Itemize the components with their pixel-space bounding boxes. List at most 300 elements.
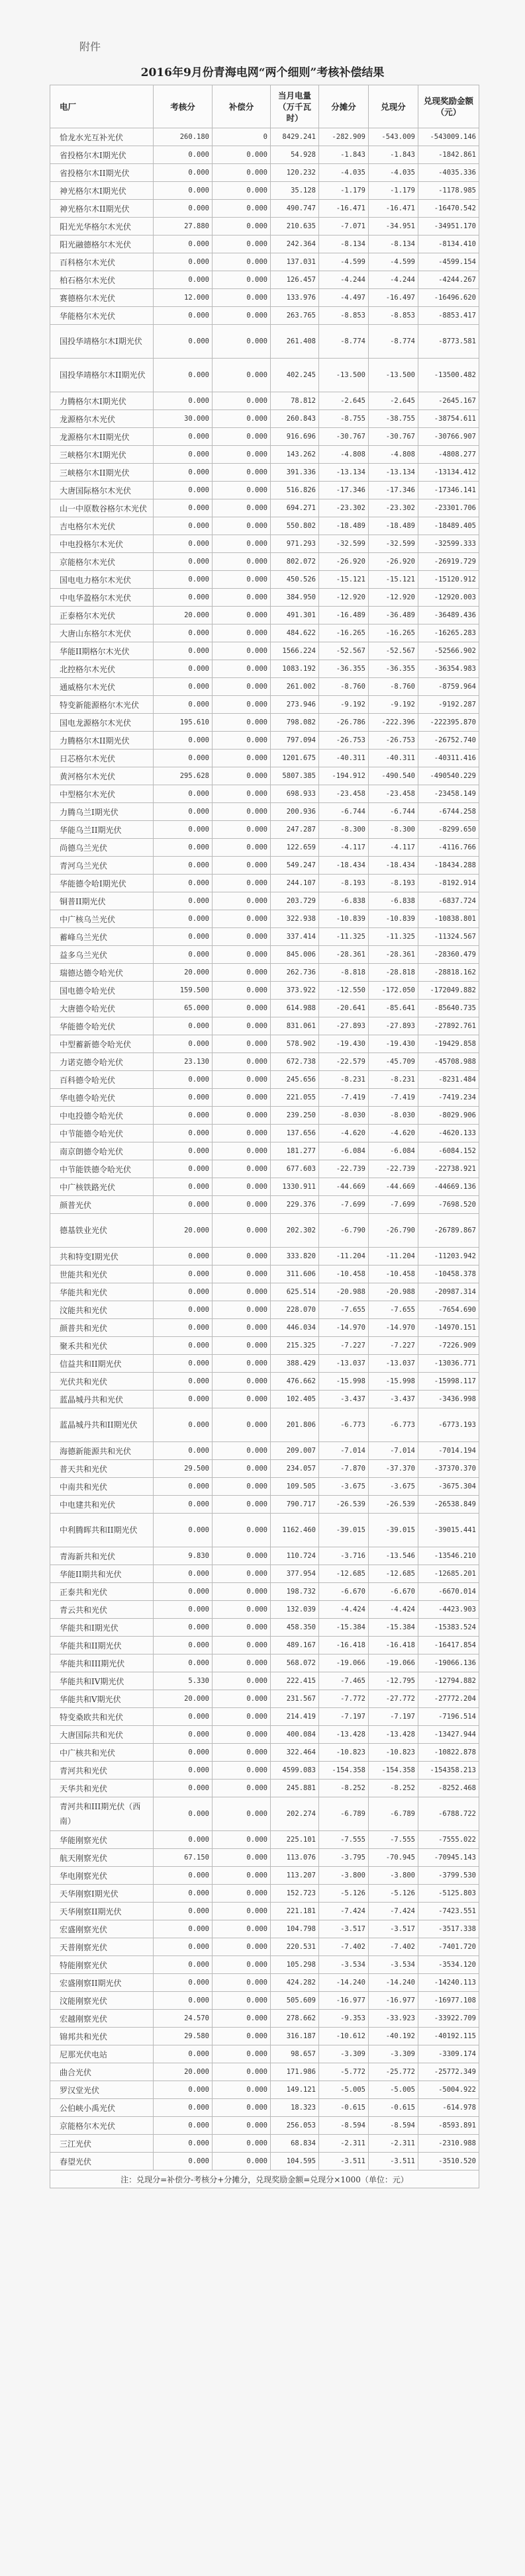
table-row [50, 2045, 479, 2063]
value-cell: 391.336 [271, 464, 319, 482]
value-cell: -23.302 [319, 499, 369, 517]
value-cell: 0.000 [154, 1885, 213, 1903]
value-cell: -22.739 [369, 1160, 418, 1178]
value-cell: 316.187 [271, 2028, 319, 2045]
value-cell: -7.655 [369, 1301, 418, 1319]
value-cell: 0.000 [154, 499, 213, 517]
value-cell: -4.808 [319, 446, 369, 464]
value-cell: 0.000 [213, 1337, 271, 1355]
value-cell: 0.000 [213, 1514, 271, 1547]
value-cell: -11.204 [369, 1248, 418, 1266]
value-cell: 0.000 [213, 1107, 271, 1125]
value-cell: 137.656 [271, 1125, 319, 1142]
plant-name-cell: 共和特变I期光伏 [50, 1248, 154, 1266]
value-cell: -14970.151 [418, 1319, 479, 1337]
value-cell: -7.699 [319, 1196, 369, 1214]
value-cell: 0.000 [154, 1373, 213, 1391]
value-cell: -8.300 [369, 821, 418, 839]
value-cell: 54.928 [271, 146, 319, 164]
value-cell: 35.128 [271, 182, 319, 200]
table-row [50, 553, 479, 571]
value-cell: -7401.720 [418, 1938, 479, 1956]
value-cell: 5.330 [154, 1672, 213, 1690]
value-cell: -36489.436 [418, 607, 479, 624]
plant-name-cell: 铜普II期光伏 [50, 892, 154, 910]
value-cell: 0.000 [213, 1583, 271, 1601]
plant-name-cell: 恰龙水光互补光伏 [50, 128, 154, 146]
column-header: 分摊分 [319, 85, 369, 128]
value-cell: 0.000 [154, 1762, 213, 1780]
value-cell: 798.082 [271, 714, 319, 732]
table-row [50, 146, 479, 164]
value-cell: -16.418 [369, 1637, 418, 1654]
value-cell: -3.437 [369, 1391, 418, 1408]
value-cell: 0.000 [154, 2117, 213, 2135]
value-cell: 0.000 [154, 428, 213, 446]
value-cell: -7.197 [319, 1708, 369, 1726]
value-cell: -13036.771 [418, 1355, 479, 1373]
table-row [50, 2135, 479, 2153]
value-cell: -3.511 [319, 2153, 369, 2170]
value-cell: -19.066 [319, 1654, 369, 1672]
table-row [50, 1992, 479, 2010]
value-cell: 20.000 [154, 2063, 213, 2081]
plant-name-cell: 国电德令哈光伏 [50, 982, 154, 1000]
value-cell: 0.000 [213, 271, 271, 289]
value-cell: 0.000 [213, 2010, 271, 2028]
value-cell: -10.458 [319, 1266, 369, 1283]
plant-name-cell: 华能共和V期光伏 [50, 1690, 154, 1708]
value-cell: 0.000 [213, 1565, 271, 1583]
plant-name-cell: 神光格尔木II期光伏 [50, 200, 154, 218]
value-cell: -18434.288 [418, 857, 479, 875]
table-row [50, 1319, 479, 1337]
value-cell: -11203.942 [418, 1248, 479, 1266]
value-cell: -6.744 [369, 803, 418, 821]
value-cell: 677.603 [271, 1160, 319, 1178]
table-row [50, 1178, 479, 1196]
value-cell: 0.000 [154, 946, 213, 964]
value-cell: 0.000 [213, 182, 271, 200]
value-cell: -2310.988 [418, 2135, 479, 2153]
value-cell: 424.282 [271, 1974, 319, 1992]
value-cell: 0.000 [213, 464, 271, 482]
value-cell: -4.620 [319, 1125, 369, 1142]
value-cell: 159.500 [154, 982, 213, 1000]
value-cell: 0.000 [213, 1071, 271, 1089]
value-cell: -32599.333 [418, 535, 479, 553]
value-cell: 239.250 [271, 1107, 319, 1125]
value-cell: 29.580 [154, 2028, 213, 2045]
value-cell: -1.179 [319, 182, 369, 200]
value-cell: -7.699 [369, 1196, 418, 1214]
value-cell: 0.000 [154, 1938, 213, 1956]
value-cell: 0.000 [154, 803, 213, 821]
value-cell: 0.000 [154, 1071, 213, 1089]
value-cell: 0.000 [213, 1460, 271, 1478]
value-cell: -26.920 [369, 553, 418, 571]
value-cell: -7.402 [319, 1938, 369, 1956]
value-cell: 0.000 [213, 1885, 271, 1903]
value-cell: 916.696 [271, 428, 319, 446]
value-cell: -7419.234 [418, 1089, 479, 1107]
value-cell: -10.823 [319, 1744, 369, 1762]
value-cell: 614.988 [271, 1000, 319, 1017]
value-cell: -27.893 [319, 1017, 369, 1035]
table-row [50, 1142, 479, 1160]
value-cell: -10838.801 [418, 910, 479, 928]
value-cell: -6.670 [319, 1583, 369, 1601]
value-cell: 247.287 [271, 821, 319, 839]
value-cell: 0.000 [213, 1956, 271, 1974]
plant-name-cell: 尼那光伏电站 [50, 2045, 154, 2063]
document-title: 2016年9月份青海电网“两个细则”考核补偿结果 [140, 66, 385, 79]
value-cell: -23.302 [369, 499, 418, 517]
value-cell: 0.000 [213, 307, 271, 325]
value-cell: 260.180 [154, 128, 213, 146]
value-cell: 0.000 [154, 1319, 213, 1337]
value-cell: -12.920 [319, 589, 369, 607]
value-cell: 0.000 [213, 1920, 271, 1938]
value-cell: -8593.891 [418, 2117, 479, 2135]
value-cell: -12794.882 [418, 1672, 479, 1690]
value-cell: -15120.912 [418, 571, 479, 589]
table-row [50, 839, 479, 857]
value-cell: -15998.117 [418, 1373, 479, 1391]
value-cell: -4620.133 [418, 1125, 479, 1142]
value-cell: -8.774 [319, 325, 369, 359]
table-body [50, 128, 479, 2170]
plant-name-cell: 华能德令哈光伏 [50, 1017, 154, 1035]
plant-name-cell: 颜普光伏 [50, 1196, 154, 1214]
value-cell: 0.000 [213, 982, 271, 1000]
value-cell: 68.834 [271, 2135, 319, 2153]
value-cell: -3517.338 [418, 1920, 479, 1938]
value-cell: 0.000 [154, 1017, 213, 1035]
plant-name-cell: 省投格尔木I期光伏 [50, 146, 154, 164]
value-cell: -15.998 [319, 1373, 369, 1391]
value-cell: 0.000 [213, 1619, 271, 1637]
value-cell: 0.000 [154, 146, 213, 164]
value-cell: 0.000 [213, 253, 271, 271]
value-cell: 446.034 [271, 1319, 319, 1337]
value-cell: -3.800 [319, 1867, 369, 1885]
value-cell: -13.500 [369, 359, 418, 392]
value-cell: -6773.193 [418, 1408, 479, 1442]
plant-name-cell: 北控格尔木光伏 [50, 660, 154, 678]
value-cell: 0.000 [213, 1089, 271, 1107]
value-cell: 110.724 [271, 1547, 319, 1565]
value-cell: 0.000 [213, 946, 271, 964]
value-cell: 0.000 [213, 1355, 271, 1373]
value-cell: -8.853 [319, 307, 369, 325]
value-cell: 0.000 [213, 1142, 271, 1160]
value-cell: 0 [213, 128, 271, 146]
plant-name-cell: 大唐山东格尔木光伏 [50, 624, 154, 642]
value-cell: 0.000 [154, 2135, 213, 2153]
value-cell: -26789.867 [418, 1214, 479, 1248]
table-row [50, 1974, 479, 1992]
plant-name-cell: 华电刚察光伏 [50, 1867, 154, 1885]
table-row [50, 325, 479, 359]
value-cell: -3.795 [319, 1849, 369, 1867]
value-cell: 0.000 [154, 1920, 213, 1938]
plant-name-cell: 省投格尔木II期光伏 [50, 164, 154, 182]
value-cell: 18.323 [271, 2099, 319, 2117]
value-cell: -3.716 [319, 1547, 369, 1565]
value-cell: 0.000 [213, 553, 271, 571]
value-cell: 0.000 [154, 482, 213, 499]
value-cell: 221.181 [271, 1903, 319, 1920]
table-row [50, 1373, 479, 1391]
value-cell: -7014.194 [418, 1442, 479, 1460]
table-row [50, 1283, 479, 1301]
table-row [50, 2117, 479, 2135]
value-cell: -15383.524 [418, 1619, 479, 1637]
value-cell: 0.000 [154, 1478, 213, 1496]
value-cell: -6.744 [319, 803, 369, 821]
plant-name-cell: 中利腾晖共和II期光伏 [50, 1514, 154, 1547]
value-cell: 0.000 [154, 660, 213, 678]
value-cell: -28.361 [369, 946, 418, 964]
value-cell: 0.000 [213, 821, 271, 839]
value-cell: -5.126 [319, 1885, 369, 1903]
value-cell: -40311.416 [418, 750, 479, 767]
value-cell: 0.000 [154, 1992, 213, 2010]
value-cell: -7.424 [319, 1903, 369, 1920]
value-cell: -28818.162 [418, 964, 479, 982]
value-cell: 0.000 [213, 359, 271, 392]
value-cell: -22.739 [319, 1160, 369, 1178]
value-cell: -8853.417 [418, 307, 479, 325]
table-row [50, 1726, 479, 1744]
table-row [50, 1442, 479, 1460]
value-cell: 377.954 [271, 1565, 319, 1583]
value-cell: -12.685 [369, 1565, 418, 1583]
value-cell: -8.774 [369, 325, 418, 359]
table-row [50, 482, 479, 499]
value-cell: 516.826 [271, 482, 319, 499]
value-cell: -8.231 [369, 1071, 418, 1089]
value-cell: -2645.167 [418, 392, 479, 410]
value-cell: 0.000 [154, 2045, 213, 2063]
value-cell: -23458.149 [418, 785, 479, 803]
value-cell: 104.798 [271, 1920, 319, 1938]
plant-name-cell: 百科德令哈光伏 [50, 1071, 154, 1089]
value-cell: -3799.530 [418, 1867, 479, 1885]
value-cell: 222.415 [271, 1672, 319, 1690]
value-cell: -44669.136 [418, 1178, 479, 1196]
value-cell: -6.789 [369, 1797, 418, 1831]
value-cell: -7.424 [369, 1903, 418, 1920]
value-cell: 137.031 [271, 253, 319, 271]
value-cell: -6670.014 [418, 1583, 479, 1601]
value-cell: 228.070 [271, 1301, 319, 1319]
value-cell: 0.000 [154, 1266, 213, 1283]
plant-name-cell: 罗汉堂光伏 [50, 2081, 154, 2099]
value-cell: -45708.988 [418, 1053, 479, 1071]
plant-name-cell: 青海新共和光伏 [50, 1547, 154, 1565]
value-cell: -16265.283 [418, 624, 479, 642]
value-cell: 0.000 [154, 1780, 213, 1797]
value-cell: -3309.174 [418, 2045, 479, 2063]
table-row [50, 1125, 479, 1142]
value-cell: -85640.735 [418, 1000, 479, 1017]
value-cell: -8.755 [319, 410, 369, 428]
plant-name-cell: 中电华盈格尔木光伏 [50, 589, 154, 607]
value-cell: -27.772 [369, 1690, 418, 1708]
value-cell: -490.540 [369, 767, 418, 785]
table-row [50, 1583, 479, 1601]
value-cell: 802.072 [271, 553, 319, 571]
plant-name-cell: 益多乌兰光伏 [50, 946, 154, 964]
value-cell: -4.424 [319, 1601, 369, 1619]
value-cell: -8759.964 [418, 678, 479, 696]
value-cell: -38754.611 [418, 410, 479, 428]
value-cell: 0.000 [154, 678, 213, 696]
value-cell: -13500.482 [418, 359, 479, 392]
table-row [50, 1266, 479, 1283]
value-cell: 202.302 [271, 1214, 319, 1248]
table-row [50, 1071, 479, 1089]
table-row [50, 875, 479, 892]
value-cell: 0.000 [213, 1601, 271, 1619]
value-cell: 20.000 [154, 964, 213, 982]
table-row [50, 1160, 479, 1178]
table-row [50, 1017, 479, 1035]
value-cell: -5.126 [369, 1885, 418, 1903]
value-cell: -1.843 [319, 146, 369, 164]
value-cell: 0.000 [154, 732, 213, 750]
table-row [50, 821, 479, 839]
value-cell: 0.000 [154, 910, 213, 928]
value-cell: 0.000 [154, 1974, 213, 1992]
value-cell: -12.550 [319, 982, 369, 1000]
value-cell: -7654.690 [418, 1301, 479, 1319]
plant-name-cell: 山一中原数谷格尔木光伏 [50, 499, 154, 517]
value-cell: -3675.304 [418, 1478, 479, 1496]
plant-name-cell: 德基铁业光伏 [50, 1214, 154, 1248]
table-row [50, 1903, 479, 1920]
value-cell: 8429.241 [271, 128, 319, 146]
table-row [50, 1744, 479, 1762]
value-cell: -8231.484 [418, 1071, 479, 1089]
plant-name-cell: 力诺克德令哈光伏 [50, 1053, 154, 1071]
value-cell: -13.428 [369, 1726, 418, 1744]
plant-name-cell: 华能刚察光伏 [50, 1831, 154, 1849]
value-cell: -30.767 [369, 428, 418, 446]
value-cell: -19066.136 [418, 1654, 479, 1672]
plant-name-cell: 国投华靖格尔木II期光伏 [50, 359, 154, 392]
value-cell: 0.000 [154, 750, 213, 767]
value-cell: -13.037 [369, 1355, 418, 1373]
value-cell: 23.130 [154, 1053, 213, 1071]
value-cell: -3.534 [319, 1956, 369, 1974]
value-cell: -490540.229 [418, 767, 479, 785]
value-cell: 0.000 [154, 164, 213, 182]
value-cell: 549.247 [271, 857, 319, 875]
table-row [50, 1514, 479, 1547]
value-cell: 0.000 [154, 1337, 213, 1355]
value-cell: -14.240 [319, 1974, 369, 1992]
value-cell: -15.998 [369, 1373, 418, 1391]
value-cell: 0.000 [154, 1956, 213, 1974]
plant-name-cell: 华能共和III期光伏 [50, 1654, 154, 1672]
value-cell: -7.655 [319, 1301, 369, 1319]
plant-name-cell: 特能刚察光伏 [50, 1956, 154, 1974]
value-cell: 0.000 [154, 253, 213, 271]
value-cell: -543.009 [369, 128, 418, 146]
value-cell: 234.057 [271, 1460, 319, 1478]
plant-name-cell: 特变桑欧共和光伏 [50, 1708, 154, 1726]
value-cell: 0.000 [213, 839, 271, 857]
table-row [50, 1654, 479, 1672]
value-cell: 0.000 [213, 482, 271, 499]
value-cell: 0.000 [154, 1442, 213, 1460]
value-cell: -16.265 [369, 624, 418, 642]
value-cell: 0.000 [154, 1283, 213, 1301]
value-cell: 0.000 [213, 164, 271, 182]
value-cell: 0.000 [154, 1903, 213, 1920]
plant-name-cell: 力腾格尔木I期光伏 [50, 392, 154, 410]
table-row [50, 1214, 479, 1248]
table-row [50, 803, 479, 821]
value-cell: -6.084 [369, 1142, 418, 1160]
value-cell: 0.000 [213, 1266, 271, 1283]
value-cell: 0.000 [213, 678, 271, 696]
value-cell: -16.265 [319, 624, 369, 642]
table-row [50, 1619, 479, 1637]
value-cell: 388.429 [271, 1355, 319, 1373]
value-cell: 67.150 [154, 1849, 213, 1867]
plant-name-cell: 京能格尔木光伏 [50, 2117, 154, 2135]
value-cell: 311.606 [271, 1266, 319, 1283]
value-cell: 171.986 [271, 2063, 319, 2081]
plant-name-cell: 宏越刚察光伏 [50, 2010, 154, 2028]
value-cell: -6744.258 [418, 803, 479, 821]
value-cell: 260.843 [271, 410, 319, 428]
value-cell: -11.325 [369, 928, 418, 946]
value-cell: -7423.551 [418, 1903, 479, 1920]
value-cell: 0.000 [213, 535, 271, 553]
value-cell: -8252.468 [418, 1780, 479, 1797]
value-cell: -32.599 [369, 535, 418, 553]
value-cell: 489.167 [271, 1637, 319, 1654]
value-cell: -7.227 [319, 1337, 369, 1355]
value-cell: -8.594 [319, 2117, 369, 2135]
plant-name-cell: 大唐国际格尔木光伏 [50, 482, 154, 499]
value-cell: 0.000 [213, 624, 271, 642]
plant-name-cell: 国电龙源格尔木光伏 [50, 714, 154, 732]
table-row [50, 1867, 479, 1885]
value-cell: -13.037 [319, 1355, 369, 1373]
value-cell: 373.922 [271, 982, 319, 1000]
value-cell: 0.000 [213, 785, 271, 803]
table-row [50, 1780, 479, 1797]
value-cell: 0.000 [213, 1319, 271, 1337]
plant-name-cell: 瑞德达德令哈光伏 [50, 964, 154, 982]
value-cell: 0.000 [213, 1000, 271, 1017]
plant-name-cell: 柏石格尔木光伏 [50, 271, 154, 289]
value-cell: 568.072 [271, 1654, 319, 1672]
value-cell: 0.000 [213, 1017, 271, 1035]
value-cell: -4.244 [319, 271, 369, 289]
value-cell: 0.000 [213, 803, 271, 821]
value-cell: 0.000 [213, 714, 271, 732]
value-cell: -15.121 [369, 571, 418, 589]
value-cell: -4.117 [319, 839, 369, 857]
value-cell: -37370.370 [418, 1460, 479, 1478]
